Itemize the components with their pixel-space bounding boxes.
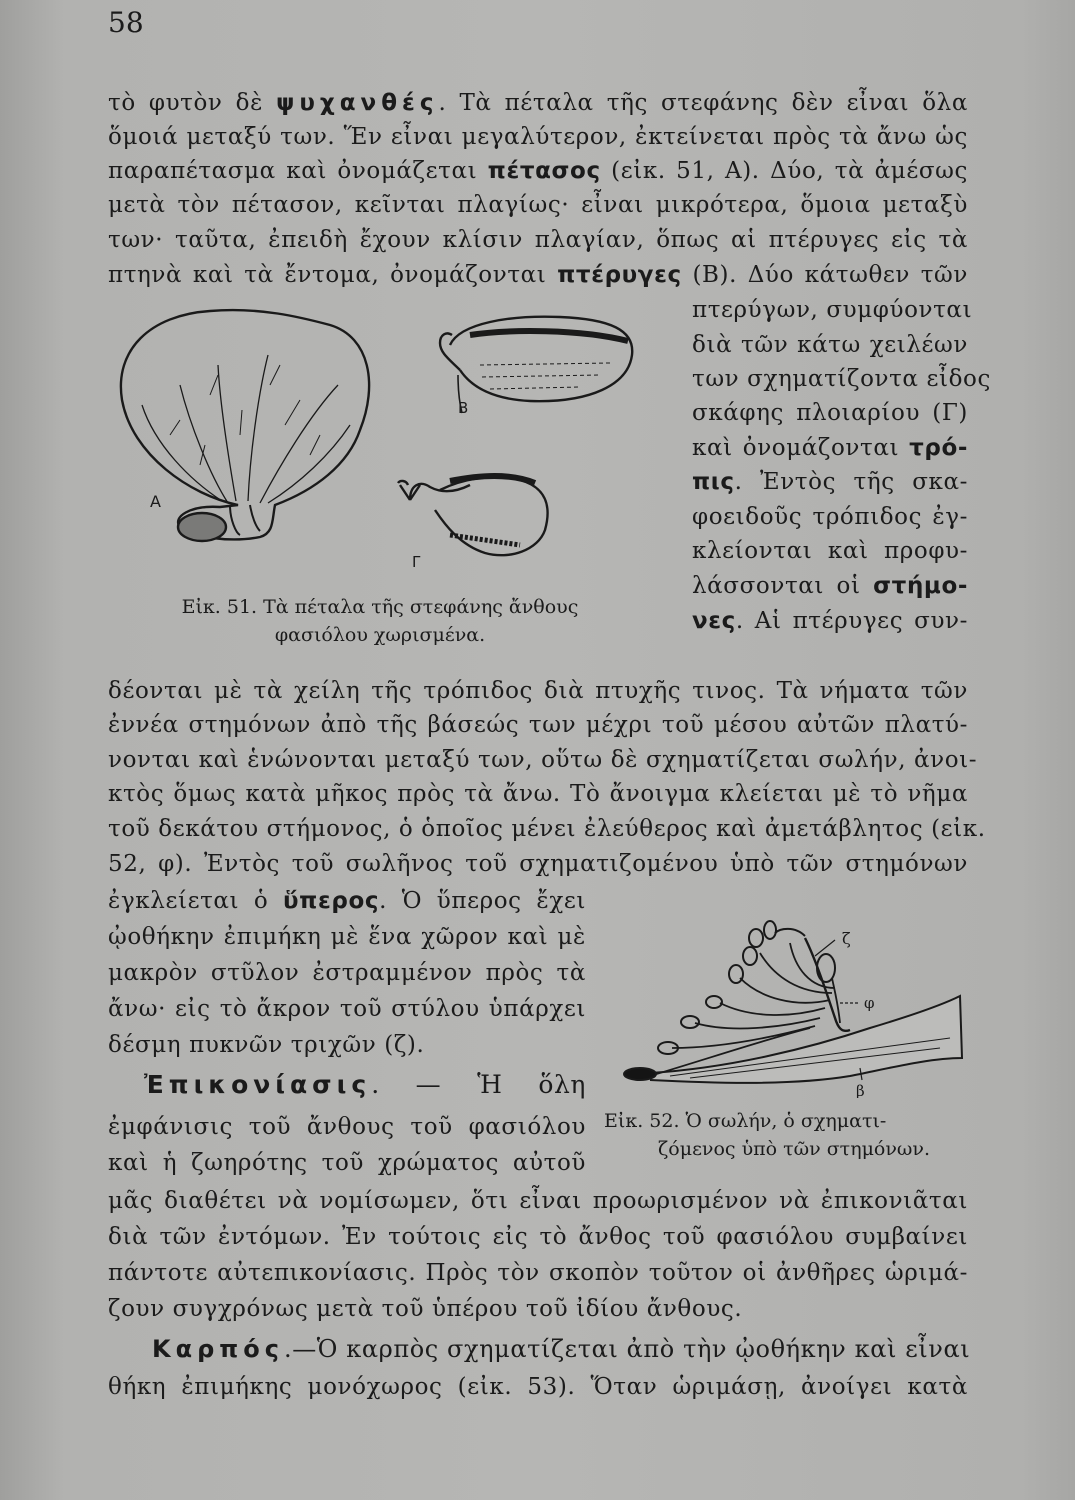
term-tropis-part2: πις xyxy=(692,469,735,495)
label-a: Α xyxy=(150,492,161,511)
left-line-3: μακρὸν στῦλον ἐστραμμένον πρὸς τὰ xyxy=(108,960,586,986)
label-phi: φ xyxy=(864,994,875,1012)
label-b: Β xyxy=(458,399,469,417)
right-line-10: νες. Αἱ πτέρυγες συν- xyxy=(692,608,968,634)
right-line-1: πτερύγων, συμφύονται xyxy=(692,297,973,323)
text-line-5: των· ταῦτα, ἐπειδὴ ἔχουν κλίσιν πλαγίαν, ὅπως αἱ πτέρυγες εἰς τὰ xyxy=(108,227,968,253)
left-line-8: καὶ ἡ ζωηρότης τοῦ χρώματος αὐτοῦ xyxy=(108,1150,586,1176)
figure-52-caption-line-2: ζόμενος ὑπὸ τῶν στημόνων. xyxy=(658,1138,930,1160)
term-psychanthes: ψυχανθές xyxy=(276,90,439,116)
text-line-7: δέονται μὲ τὰ χείλη τῆς τρόπιδος διὰ πτυχῆς τινος. Τὰ νήματα τῶν xyxy=(108,678,968,704)
text-line-13: μᾶς διαθέτει νὰ νομίσωμεν, ὅτι εἶναι προωρισμένον νὰ ἐπικονιᾶται xyxy=(108,1188,968,1214)
left-line-2: ᾠοθήκην ἐπιμήκη μὲ ἕνα χῶρον καὶ μὲ xyxy=(108,924,586,950)
left-line-6: Ἐπικονίασις. — Ἡ ὅλη xyxy=(144,1070,586,1099)
text-line-15: πάντοτε αὐτεπικονίασις. Πρὸς τὸν σκοπὸν τοῦτον οἱ ἀνθῆρες ὡριμά- xyxy=(108,1260,968,1286)
figure-51-caption-line-2: φασιόλου χωρισμένα. xyxy=(274,624,486,646)
left-line-1: ἐγκλείεται ὁ ὕπερος. Ὁ ὕπερος ἔχει xyxy=(108,888,586,914)
text-line-1: τὸ φυτὸν δὲ ψυχανθές. Τὰ πέταλα τῆς στεφάνης δὲν εἶναι ὅλα xyxy=(108,90,968,116)
term-hyperos: ὕπερος xyxy=(283,888,380,914)
right-line-5: καὶ ὀνομάζονται τρό- xyxy=(692,435,968,461)
left-line-5: δέσμη πυκνῶν τριχῶν (ζ). xyxy=(108,1032,425,1058)
figure-52-stamen-tube xyxy=(610,908,970,1098)
term-petasos: πέτασος xyxy=(487,158,601,184)
text-line-11: τοῦ δεκάτου στήμονος, ὁ ὁποῖος μένει ἐλεύθερος καὶ ἀμετάβλητος (εἰκ. xyxy=(108,816,986,842)
term-stemones-part2: νες xyxy=(692,608,736,634)
label-g: Γ xyxy=(412,553,421,571)
figure-52-caption-line-1: Εἰκ. 52. Ὁ σωλήν, ὁ σχηματι- xyxy=(604,1110,887,1132)
left-line-4: ἄνω· εἰς τὸ ἄκρον τοῦ στύλου ὑπάρχει xyxy=(108,996,586,1022)
petal-g-keel xyxy=(398,476,548,555)
text-line-6: πτηνὰ καὶ τὰ ἔντομα, ὀνομάζονται πτέρυγες (Β). Δύο κάτωθεν τῶν xyxy=(108,262,968,288)
right-line-7: φοειδοῦς τρόπιδος ἐγ- xyxy=(692,504,968,530)
right-line-8: κλείονται καὶ προφυ- xyxy=(692,538,968,564)
text-line-16: ζουν συγχρόνως μετὰ τοῦ ὑπέρου τοῦ ἰδίου ἄνθους. xyxy=(108,1296,743,1322)
term-pteryges: πτέρυγες xyxy=(557,262,682,288)
text-line-2: ὅμοιά μεταξύ των. Ἕν εἶναι μεγαλύτερον, ἐκτείνεται πρὸς τὰ ἄνω ὡς xyxy=(108,124,968,150)
text-line-14: διὰ τῶν ἐντόμων. Ἐν τούτοις εἰς τὸ ἄνθος τοῦ φασιόλου συμβαίνει xyxy=(108,1224,968,1250)
label-beta: β xyxy=(856,1082,865,1098)
heading-epikoniasis: Ἐπικονίασις xyxy=(144,1070,372,1099)
text-line-10: κτὸς ὅμως κατὰ μῆκος πρὸς τὰ ἄνω. Τὸ ἄνοιγμα κλείεται μὲ τὸ νῆμα xyxy=(108,781,968,807)
right-line-6: πις. Ἐντὸς τῆς σκα- xyxy=(692,469,968,495)
page-number: 58 xyxy=(108,6,144,39)
label-zeta: ζ xyxy=(842,929,851,948)
text-line-3: παραπέτασμα καὶ ὀνομάζεται πέτασος (εἰκ. 51, Α). Δύο, τὰ ἀμέσως xyxy=(108,158,968,184)
term-stemones-part1: στήμο- xyxy=(873,573,968,599)
text-line-12: 52, φ). Ἐντὸς τοῦ σωλῆνος τοῦ σχηματιζομένου ὑπὸ τῶν στημόνων xyxy=(108,851,968,877)
right-line-3: των σχηματίζοντα εἶδος xyxy=(692,366,991,392)
right-line-4: σκάφης πλοιαρίου (Γ) xyxy=(692,400,968,426)
text-line-4: μετὰ τὸν πέτασον, κεῖνται πλαγίως· εἶναι μικρότερα, ὅμοια μεταξὺ xyxy=(108,192,968,218)
heading-karpos: Καρπός xyxy=(152,1335,284,1363)
figure-51-caption-line-1: Εἰκ. 51. Τὰ πέταλα τῆς στεφάνης ἄνθους xyxy=(181,596,579,618)
term-tropis-part1: τρό- xyxy=(909,435,968,461)
figure-51-petals xyxy=(110,305,670,595)
right-line-9: λάσσονται οἱ στήμο- xyxy=(692,573,968,599)
petal-b-wing xyxy=(440,317,632,413)
right-line-2: διὰ τῶν κάτω χειλέων xyxy=(692,332,968,358)
text-line-17: Καρπός.—Ὁ καρπὸς σχηματίζεται ἀπὸ τὴν ᾠοθήκην καὶ εἶναι xyxy=(152,1335,971,1363)
text-line-8: ἐννέα στημόνων ἀπὸ τῆς βάσεώς των μέχρι τοῦ μέσου αὐτῶν πλατύ- xyxy=(108,712,968,738)
left-line-7: ἐμφάνισις τοῦ ἄνθους τοῦ φασιόλου xyxy=(108,1114,586,1140)
text-line-9: νονται καὶ ἑνώνονται μεταξύ των, οὕτω δὲ σχηματίζεται σωλήν, ἀνοι- xyxy=(108,747,978,773)
text-line-18: θήκη ἐπιμήκης μονόχωρος (εἰκ. 53). Ὅταν ὡριμάσῃ, ἀνοίγει κατὰ xyxy=(108,1374,968,1400)
